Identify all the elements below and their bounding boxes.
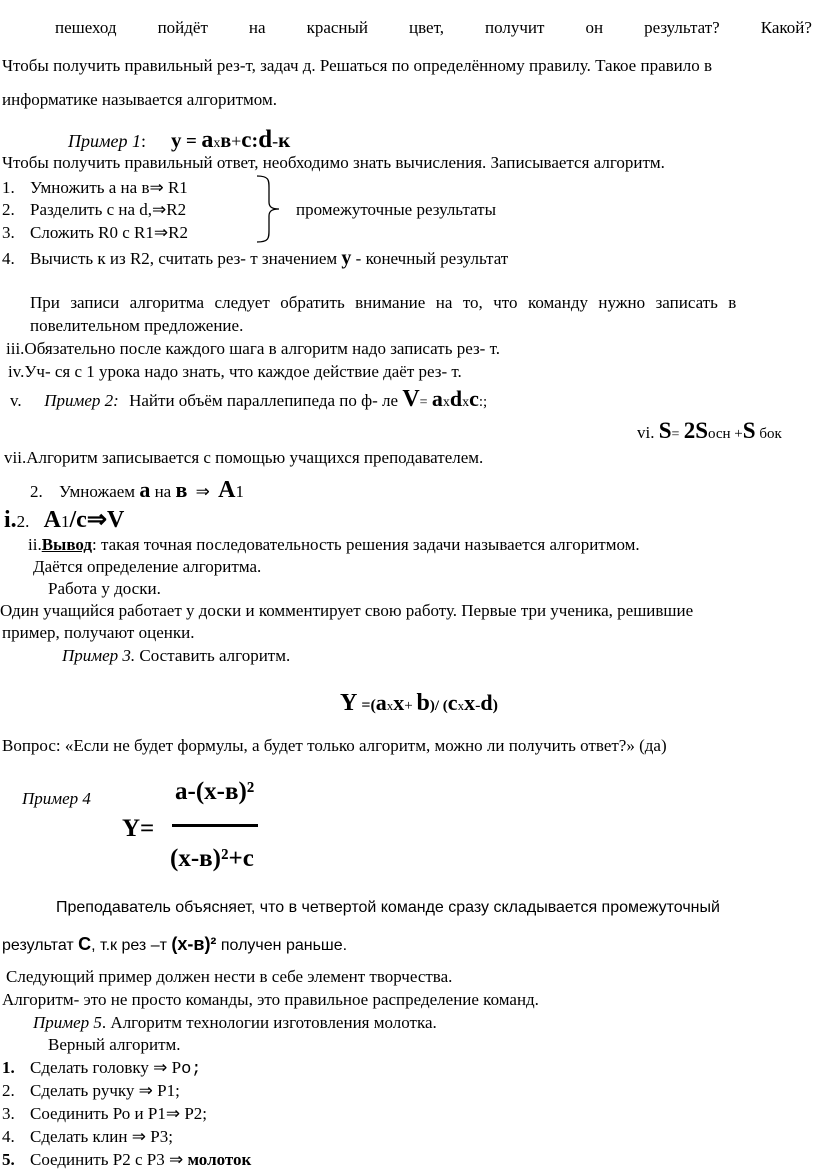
text: , т.к рез –т — [91, 937, 172, 954]
formula-S: S — [658, 418, 672, 443]
formula-x: x — [213, 136, 221, 151]
teacher-explanation-line-2 — [2, 933, 347, 957]
step-text: Разделить с на d,⇒R2 — [30, 200, 187, 219]
note-text: Уч- ся с 1 урока надо знать, что каждое действие даёт рез- т. — [24, 362, 462, 381]
example-3-task: Составить алгоритм. — [135, 646, 291, 665]
fraction-denominator: (х-в)²+с — [170, 845, 254, 872]
example-5-step — [2, 1104, 207, 1124]
question: Вопрос: «Если не будет формулы, а будет только алгоритм, можно ли получить ответ?» (да) — [2, 736, 667, 755]
example-5-step — [2, 1127, 173, 1147]
example-2-heading — [10, 386, 487, 416]
colon: : — [140, 131, 146, 151]
step-number: 2. — [2, 200, 15, 219]
example-4-label: Пример 4 — [22, 789, 91, 808]
example-3-formula — [340, 689, 498, 720]
result-variable: у — [341, 247, 352, 269]
step-number: 1. — [2, 178, 15, 197]
step-number: 3. — [2, 223, 15, 242]
formula-x: x — [393, 690, 405, 715]
example-1-step-4 — [2, 248, 508, 269]
example-5-step — [2, 1058, 202, 1080]
formula-eq: =( — [357, 697, 376, 714]
intro-word: получит — [485, 18, 545, 37]
formula-squared: (х-в)² — [171, 934, 217, 954]
note-paragraph-line-1 — [30, 293, 812, 313]
correct-algorithm-label: Верный алгоритм. — [48, 1035, 181, 1054]
board-work-line-1: Один учащийся работает у доски и комментирует свою работу. Первые три ученика, решившие — [0, 601, 694, 620]
formula-V: V — [402, 386, 420, 412]
formula-a: а — [139, 477, 151, 502]
example-1-heading — [68, 128, 290, 156]
step-text: Соединить Ро и Р1⇒ Р2; — [30, 1104, 207, 1123]
example-2-label: Пример 2: — [44, 391, 119, 410]
note-paragraph-line-2: повелительном предложение. — [30, 316, 244, 335]
step-text: Сделать головку ⇒ Р — [30, 1058, 182, 1077]
note-vii — [4, 448, 483, 468]
intro-word: пойдёт — [157, 18, 208, 37]
note-iv — [8, 362, 462, 382]
formula-a: a — [375, 690, 387, 715]
example-5-heading — [33, 1013, 437, 1033]
step-text: на — [154, 482, 172, 501]
step-text: Умножить а на в⇒ R1 — [30, 178, 188, 197]
step-text: Сделать ручку ⇒ Р1; — [30, 1081, 180, 1100]
algorithm-note: Алгоритм- это не просто команды, это правильное распределение команд. — [2, 990, 539, 1009]
intro-word: Какой? — [760, 18, 812, 37]
intro-word: результат? — [644, 18, 720, 37]
step-number: 2. — [16, 512, 30, 531]
step-tail: o; — [181, 1060, 202, 1079]
example-2-step-2 — [4, 505, 124, 537]
formula-end: ) — [492, 697, 498, 714]
intermediate-results-label: промежуточные результаты — [296, 200, 496, 219]
formula-a: a — [431, 386, 443, 411]
step-text-tail: - конечный результат — [355, 249, 509, 268]
roman-numeral: v. — [10, 391, 22, 410]
example-1-label: Пример 1 — [68, 131, 141, 151]
intro-line-3: информатике называется алгоритмом. — [2, 90, 277, 109]
example-2-step-1 — [30, 477, 244, 505]
fraction-numerator: а-(х-в)² — [175, 778, 255, 805]
formula-vi — [637, 418, 782, 448]
intro-word: цвет, — [409, 18, 445, 37]
step-number: 5. — [2, 1150, 15, 1169]
formula-minus: - — [475, 697, 481, 714]
formula-v: в — [220, 130, 232, 152]
step-text: Сложить R0 с R1⇒R2 — [30, 223, 188, 242]
formula-eq: = — [186, 131, 197, 152]
step-number: 1. — [2, 1058, 15, 1077]
formula-minus: - — [272, 131, 279, 151]
formula-S: S — [742, 418, 756, 443]
board-work-line-2: пример, получают оценки. — [2, 623, 195, 642]
step-number: 4. — [2, 249, 15, 268]
formula-y: y — [171, 128, 182, 152]
formula-c: с — [241, 127, 252, 152]
note-text: Алгоритм записывается с помощью учащихся преподавателем. — [26, 448, 484, 467]
step-number: 4. — [2, 1127, 15, 1146]
board-work-label: Работа у доски. — [48, 579, 161, 598]
formula-rest: /с⇒V — [69, 507, 125, 533]
note-iii — [6, 339, 500, 359]
formula-A: А — [218, 477, 236, 503]
intro-word: на — [248, 18, 266, 37]
formula-d: d — [480, 690, 493, 715]
arrow-icon: ⇒ — [195, 482, 210, 501]
conclusion-text: : такая точная последовательность решения задачи называется алгоритмом. — [92, 535, 640, 554]
roman-numeral: iv. — [8, 362, 25, 381]
step-text: Сделать клин ⇒ Р3; — [30, 1127, 173, 1146]
formula-c: С — [78, 934, 92, 954]
formula-d: d — [449, 386, 463, 411]
subscript-1: 1 — [235, 482, 244, 501]
note-text: При записи алгоритма следует обратить внимание на то, что команду нужно записать в — [30, 293, 737, 312]
formula-b: b — [416, 690, 430, 716]
formula-div: )/ ( — [429, 698, 448, 714]
next-example-note: Следующий пример должен нести в себе элемент творчества. — [6, 967, 453, 986]
roman-numeral: iii. — [6, 339, 25, 358]
formula-v: в — [175, 477, 188, 502]
formula-2S: 2S — [683, 418, 708, 443]
example-1-step — [2, 178, 188, 198]
formula-d: d — [258, 126, 273, 153]
formula-Y: Y — [340, 690, 358, 716]
formula-a: a — [201, 127, 214, 153]
teacher-explanation-line-1: Преподаватель объясняет, что в четвертой команде сразу складывается промежуточный — [56, 899, 720, 916]
step-number: 3. — [2, 1104, 15, 1123]
formula-colon: : — [251, 130, 259, 152]
curly-brace-icon — [255, 174, 285, 244]
text: результат — [2, 937, 79, 954]
formula-x: x — [457, 698, 465, 713]
step-text: Вычисть к из R2, считать рез- т значением — [30, 249, 338, 268]
example-1-step — [2, 223, 188, 243]
step-result: молоток — [187, 1150, 252, 1169]
formula-x: x — [386, 698, 394, 713]
step-text: Соединить Р2 с Р3 ⇒ — [30, 1150, 188, 1169]
intro-line-1 — [55, 18, 812, 38]
formula-plus: + — [231, 131, 242, 151]
formula-eq: = — [671, 427, 680, 442]
step-number: 2. — [2, 1081, 15, 1100]
formula-c: c — [469, 386, 479, 411]
example-5-task: . Алгоритм технологии изготовления молотка. — [101, 1013, 437, 1032]
fraction-y: Y= — [122, 815, 155, 842]
intro-word: он — [585, 18, 604, 37]
text: получен раньше. — [216, 937, 348, 954]
roman-numeral: ii. — [28, 535, 42, 554]
note-text: Обязательно после каждого шага в алгоритм надо записать рез- т. — [24, 339, 500, 358]
conclusion — [28, 535, 640, 555]
formula-eq: = — [419, 395, 428, 410]
formula-x: x — [462, 395, 470, 410]
formula-k: к — [278, 128, 291, 152]
example-2-task: Найти объём параллепипеда по ф- ле — [129, 391, 399, 410]
formula-plus: + — [404, 698, 417, 714]
conclusion-label: Вывод — [41, 535, 92, 554]
formula-x: x — [464, 690, 476, 715]
roman-numeral: vi. — [637, 423, 655, 442]
formula-bok: бок — [755, 426, 782, 442]
step-number: 2. — [30, 482, 43, 501]
example-3-label: Пример 3. — [62, 646, 136, 665]
formula-c: c — [447, 690, 458, 715]
formula-end: :; — [478, 394, 488, 410]
definition-note: Даётся определение алгоритма. — [33, 557, 262, 576]
roman-numeral: vii. — [4, 448, 27, 467]
fraction-bar — [172, 824, 258, 827]
intro-word: красный — [306, 18, 369, 37]
formula-x: x — [442, 395, 450, 410]
example-5-step — [2, 1081, 180, 1101]
intro-line-2: Чтобы получить правильный рез-т, задач д. Решаться по определённому правилу. Такое правило в — [2, 56, 713, 75]
example-1-step — [2, 200, 186, 220]
example-5-step — [2, 1150, 251, 1170]
formula-osn: осн + — [707, 426, 743, 442]
intro-word: пешеход — [55, 18, 117, 37]
formula-A: А — [43, 507, 62, 533]
subscript-1: 1 — [61, 512, 70, 531]
roman-numeral: i. — [4, 507, 17, 533]
example-5-label: Пример 5 — [33, 1013, 102, 1032]
step-text: Умножаем — [59, 482, 136, 501]
example-3-heading — [62, 646, 290, 666]
example-1-description: Чтобы получить правильный ответ, необходимо знать вычисления. Записывается алгоритм. — [2, 153, 665, 172]
